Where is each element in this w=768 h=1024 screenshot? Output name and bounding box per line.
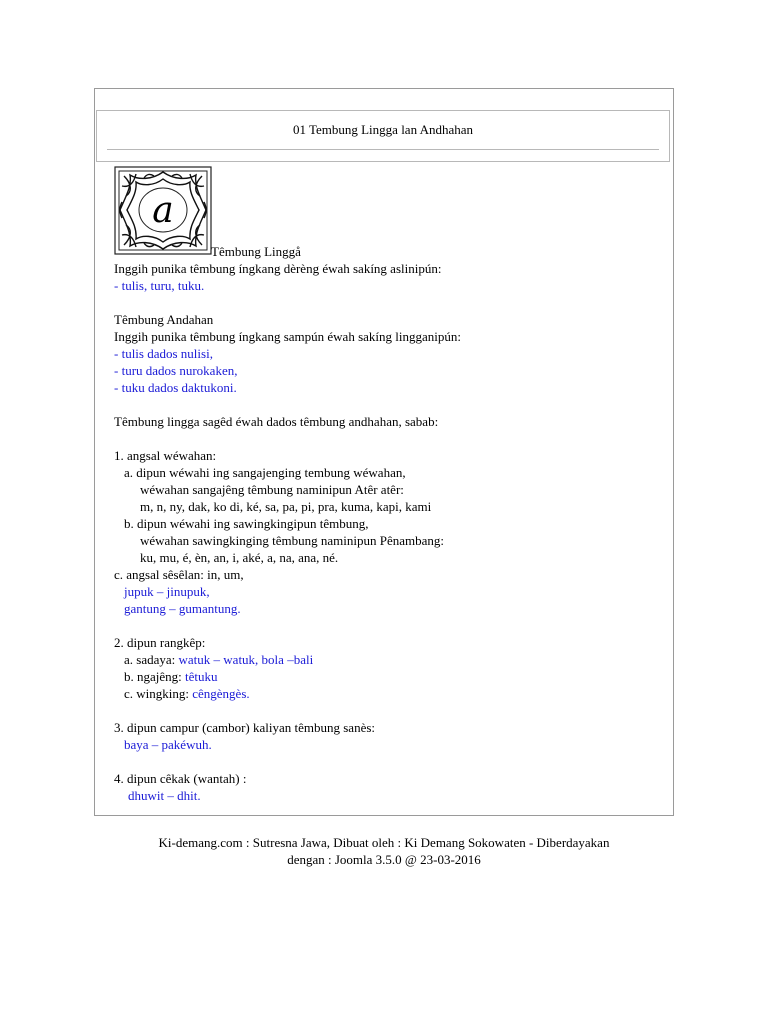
section2-b-example: têtuku	[185, 669, 218, 684]
section2-c-example: cêngèngès.	[192, 686, 250, 701]
section1-a-line: a. dipun wéwahi ing sangajenging tembung wéwahan,	[124, 465, 406, 480]
andahan-example: - tuku dados daktukoni.	[114, 380, 237, 395]
section1-b-line: b. dipun wéwahi ing sawingkingipun têmbung,	[124, 516, 369, 531]
drop-cap-letter: a	[152, 190, 174, 231]
andahan-heading: Têmbung Andahan	[114, 312, 214, 327]
decorative-drop-cap-icon	[114, 166, 212, 255]
page-footer	[94, 834, 674, 868]
section4-example: dhuwit – dhit.	[128, 788, 201, 803]
section3-example: baya – pakéwuh.	[124, 737, 212, 752]
section2-a-example: watuk – watuk, bola –bali	[178, 652, 314, 667]
section1-c-example: gantung – gumantung.	[124, 601, 241, 616]
section2-b-label: b. ngajêng:	[124, 669, 186, 684]
section2-c-line	[114, 685, 664, 702]
section1-c-example: jupuk – jinupuk,	[124, 584, 210, 599]
andahan-definition: Inggih punika têmbung íngkang sampún éwah sakíng lingganipún:	[114, 329, 461, 344]
article-title[interactable]: 01 Tembung Lingga lan Andhahan	[292, 122, 474, 137]
intro-text: Têmbung lingga sagêd éwah dados têmbung andhahan, sabab:	[114, 414, 439, 429]
section2-heading: 2. dipun rangkêp:	[114, 635, 206, 650]
footer-line: Ki-demang.com : Sutresna Jawa, Dibuat oleh : Ki Demang Sokowaten - Diberdayakan	[158, 835, 610, 850]
section1-b-line: wéwahan sawingkinging têmbung naminipun Pênambang:	[140, 533, 445, 548]
section1-a-line: m, n, ny, dak, ko di, ké, sa, pa, pi, pra, kuma, kapi, kami	[140, 499, 432, 514]
header-divider	[107, 149, 659, 150]
footer-line: dengan : Joomla 3.5.0 @ 23-03-2016	[287, 852, 481, 867]
section2-c-label: c. wingking:	[124, 686, 193, 701]
section2-a-line	[114, 651, 664, 668]
andahan-example: - tulis dados nulisi,	[114, 346, 213, 361]
section1-heading: 1. angsal wéwahan:	[114, 448, 217, 463]
section2-b-line	[114, 668, 664, 685]
section4-heading: 4. dipun cêkak (wantah) :	[114, 771, 247, 786]
article-header	[96, 110, 670, 162]
section1-c-line: c. angsal sêsêlan: in, um,	[114, 567, 244, 582]
lingga-definition: Inggih punika têmbung íngkang dèrèng éwah sakíng aslinipún:	[114, 261, 442, 276]
article-body	[114, 243, 664, 804]
section1-b-line: ku, mu, é, èn, an, i, aké, a, na, ana, né.	[140, 550, 339, 565]
section2-a-label: a. sadaya:	[124, 652, 179, 667]
section3-heading: 3. dipun campur (cambor) kaliyan têmbung sanès:	[114, 720, 376, 735]
lingga-example: - tulis, turu, tuku.	[114, 278, 205, 293]
section1-a-line: wéwahan sangajêng têmbung naminipun Atêr atêr:	[140, 482, 404, 497]
andahan-example: - turu dados nurokaken,	[114, 363, 238, 378]
lingga-heading: Têmbung Linggå	[211, 244, 301, 259]
